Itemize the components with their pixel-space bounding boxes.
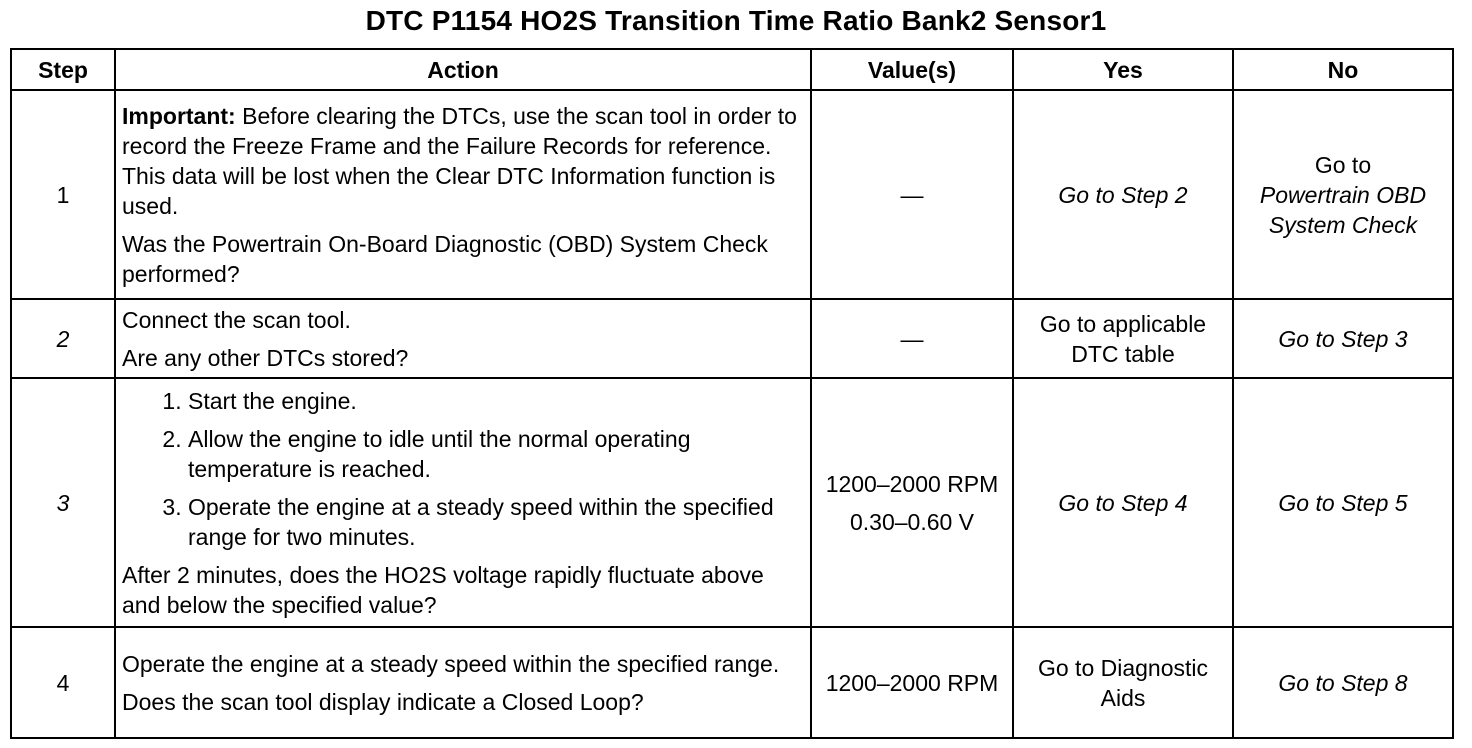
important-note bbox=[122, 101, 804, 221]
action-question: Was the Powertrain On-Board Diagnostic (OBD) System Check performed? bbox=[122, 230, 768, 287]
action-cell bbox=[115, 299, 811, 378]
action-cell bbox=[115, 90, 811, 299]
step-number: 1 bbox=[11, 90, 115, 299]
no-cell bbox=[1233, 90, 1453, 299]
yes-link[interactable]: Go to Step 4 bbox=[1013, 378, 1233, 627]
important-text: Before clearing the DTCs, use the scan tool in order to record the Freeze Frame and the Failure Records for reference. This data will be lost when the Clear DTC Information function is used. bbox=[122, 102, 797, 219]
step-number: 2 bbox=[11, 299, 115, 378]
value-voltage: 0.30–0.60 V bbox=[849, 508, 975, 535]
action-cell bbox=[115, 627, 811, 738]
table-row bbox=[11, 627, 1453, 738]
no-link[interactable]: Go to Step 5 bbox=[1233, 378, 1453, 627]
action-instruction: Connect the scan tool. bbox=[122, 306, 351, 333]
substep-item: 3. Operate the engine at a steady speed within the specified range for two minutes. bbox=[188, 492, 804, 552]
important-label: Important: bbox=[122, 102, 236, 129]
substep-item: 2. Allow the engine to idle until the normal operating temperature is reached. bbox=[188, 424, 804, 484]
value-cell bbox=[811, 378, 1013, 627]
header-yes: Yes bbox=[1013, 49, 1233, 90]
value-cell: 1200–2000 RPM bbox=[811, 627, 1013, 738]
table-row bbox=[11, 90, 1453, 299]
action-question: Does the scan tool display indicate a Closed Loop? bbox=[122, 688, 644, 715]
yes-link[interactable]: Go to Diagnostic Aids bbox=[1013, 627, 1233, 738]
substep-list bbox=[122, 386, 804, 552]
substep-item: 1. Start the engine. bbox=[188, 386, 804, 416]
step-number: 3 bbox=[11, 378, 115, 627]
value-rpm: 1200–2000 RPM bbox=[825, 470, 999, 497]
value-cell: — bbox=[811, 299, 1013, 378]
no-go-to-label: Go to bbox=[1314, 151, 1372, 178]
no-link[interactable]: Powertrain OBD System Check bbox=[1259, 181, 1427, 238]
table-header-row bbox=[11, 49, 1453, 90]
yes-link[interactable]: Go to Step 2 bbox=[1013, 90, 1233, 299]
table-row bbox=[11, 299, 1453, 378]
header-action: Action bbox=[115, 49, 811, 90]
header-no: No bbox=[1233, 49, 1453, 90]
header-values: Value(s) bbox=[811, 49, 1013, 90]
header-step: Step bbox=[11, 49, 115, 90]
action-question: After 2 minutes, does the HO2S voltage rapidly fluctuate above and below the specified value? bbox=[122, 561, 764, 618]
no-link[interactable]: Go to Step 8 bbox=[1233, 627, 1453, 738]
table-row bbox=[11, 378, 1453, 627]
action-cell bbox=[115, 378, 811, 627]
action-instruction: Operate the engine at a steady speed within the specified range. bbox=[122, 650, 780, 677]
yes-link[interactable]: Go to applicable DTC table bbox=[1013, 299, 1233, 378]
diagnostic-table bbox=[10, 48, 1454, 739]
value-cell: — bbox=[811, 90, 1013, 299]
action-question: Are any other DTCs stored? bbox=[122, 344, 409, 371]
page-title: DTC P1154 HO2S Transition Time Ratio Bank2 Sensor1 bbox=[365, 5, 1107, 36]
no-link[interactable]: Go to Step 3 bbox=[1233, 299, 1453, 378]
step-number: 4 bbox=[11, 627, 115, 738]
